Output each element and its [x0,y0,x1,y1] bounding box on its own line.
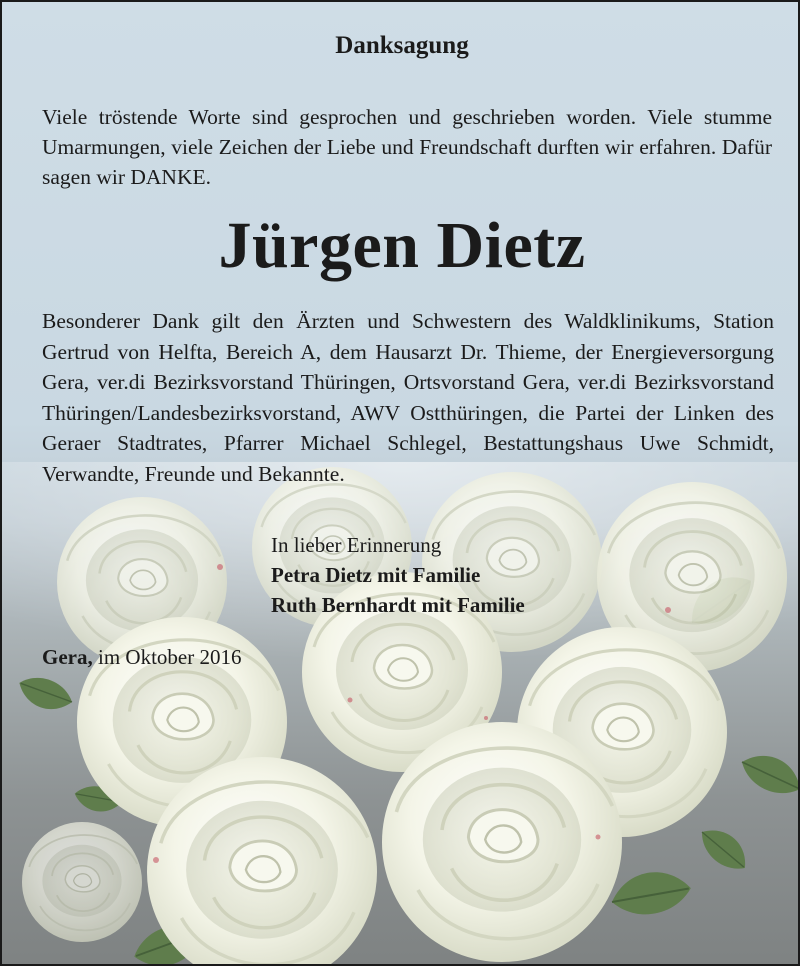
deceased-name: Jürgen Dietz [218,209,586,282]
signoff-line: In lieber Erinnerung [271,533,442,557]
family-name-petra: Petra Dietz mit Familie [271,563,481,587]
place-date-line [42,645,241,670]
notice-heading: Danksagung [335,32,469,59]
thanks-paragraph: Besonderer Dank gilt den Ärzten und Schwestern des Waldklinikums, Station Gertrud von Helfta, Bereich A, dem Hausarzt Dr. Thieme, der Energieversorgung Gera, ver.di Bezirksvorstand Thüringen, Ortsvorstand Gera, ver.di Bezirksvorstand Thüringen/Landesbezirksvorstand, AWV Ostthüringen, die Partei der Linken des Geraer Stadtrates, Pfarrer Michael Schlegel, Bestattungshaus Uwe Schmidt, Verwandte, Freunde und Bekannte. [42,309,774,486]
intro-paragraph: Viele tröstende Worte sind gesprochen und geschrieben worden. Viele stumme Umarmungen, viele Zeichen der Liebe und Freundschaft durften wir erfahren. Dafür sagen wir DANKE. [42,105,772,189]
date-label: im Oktober 2016 [97,645,242,669]
signoff-block [271,530,525,620]
place-label: Gera, [42,645,93,669]
family-name-ruth: Ruth Bernhardt mit Familie [271,593,525,617]
